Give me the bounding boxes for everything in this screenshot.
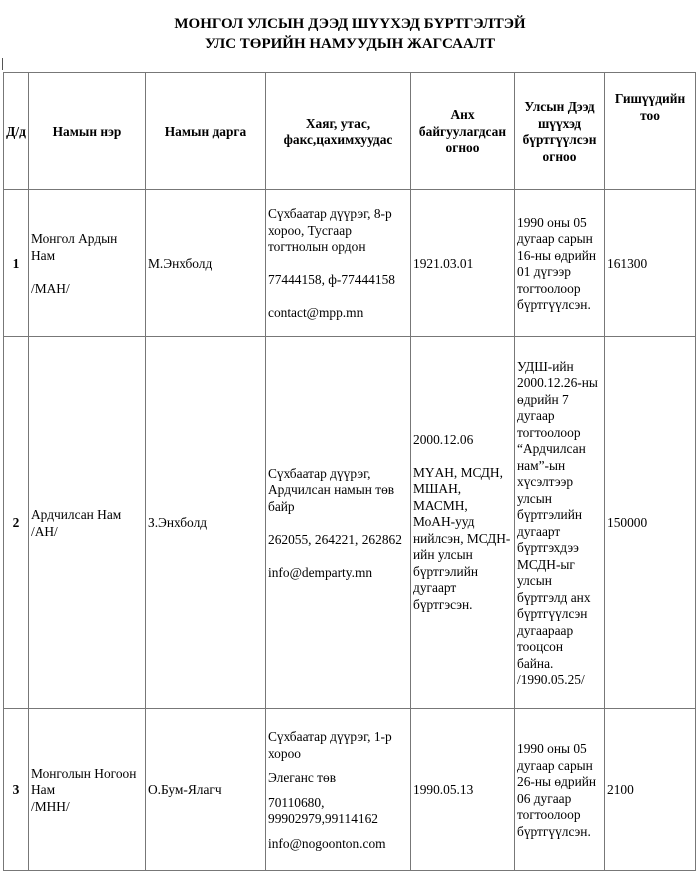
contact-cell xyxy=(266,190,411,337)
party-name-cell xyxy=(29,190,146,337)
party-leader: З.Энхболд xyxy=(146,337,266,709)
party-name-cell xyxy=(29,337,146,709)
document-title-line-1: МОНГОЛ УЛСЫН ДЭЭД ШҮҮХЭД БҮРТГЭЛТЭЙ xyxy=(174,16,526,32)
header-no: Д/д xyxy=(4,73,29,190)
party-abbreviation: /МНН/ xyxy=(31,798,70,814)
email: info@demparty.mn xyxy=(268,564,373,580)
header-contact: Хаяг, утас, факс,цахимхуудас xyxy=(266,73,411,190)
contact-cell xyxy=(266,709,411,871)
row-number: 1 xyxy=(4,190,29,337)
party-leader: О.Бум-Ялагч xyxy=(146,709,266,871)
phone-fax: 77444158, ф-77444158 xyxy=(268,272,395,288)
party-abbreviation: /МАН/ xyxy=(31,280,70,296)
table-row xyxy=(4,709,696,871)
party-name: Монголын Ногоон Нам xyxy=(31,765,137,798)
founded-note: МҮАН, МСДН, МШАН, МАСМН, МоАН-ууд нийлсэн, МСДН-ийн улсын бүртгэлийн дугаарт бүртгэсэн. xyxy=(413,464,511,612)
table-header-row xyxy=(4,73,696,190)
header-registered-date: Улсын Дээд шүүхэд бүртгүүлсэн огноо xyxy=(515,73,605,190)
header-party-name: Намын нэр xyxy=(29,73,146,190)
founded-date: 2000.12.06 xyxy=(413,431,474,447)
email: contact@mpp.mn xyxy=(268,305,364,321)
member-count: 150000 xyxy=(605,337,696,709)
table-row xyxy=(4,337,696,709)
founded-cell xyxy=(411,337,515,709)
phone-fax: 70110680, 99902979,99114162 xyxy=(268,794,378,826)
member-count: 2100 xyxy=(605,709,696,871)
contact-cell xyxy=(266,337,411,709)
document-title-line-2: УЛС ТӨРИЙН НАМУУДЫН ЖАГСААЛТ xyxy=(205,36,495,52)
address: Сүхбаатар дүүрэг, 8-р хороо, Тусгаар тогтнолын ордон xyxy=(268,206,392,255)
founded-date: 1990.05.13 xyxy=(411,709,515,871)
email: info@nogoonton.com xyxy=(268,835,386,851)
party-name: Монгол Ардын Нам xyxy=(31,231,118,263)
row-number: 3 xyxy=(4,709,29,871)
header-founded-date: Анх байгуулагдсан огноо xyxy=(411,73,515,190)
registered-date: УДШ-ийн 2000.12.26-ны өдрийн 7 дугаар тогтоолоор “Ардчилсан нам”-ын хүсэлтээр улсын бүртгэлийн дугаарт бүртгэхдээ МСДН-ыг улсын бүртгэлд анх бүртгүүлсэн дугаараар тооцсон байна. /1990.05.25/ xyxy=(515,337,605,709)
address-building: Элеганс төв xyxy=(268,770,337,785)
party-name-cell xyxy=(29,709,146,871)
party-list-table xyxy=(3,72,696,871)
table-row xyxy=(4,190,696,337)
header-party-leader: Намын дарга xyxy=(146,73,266,190)
phone-fax: 262055, 264221, 262862 xyxy=(268,531,402,547)
member-count: 161300 xyxy=(605,190,696,337)
address: Сүхбаатар дүүрэг, 1-р хороо xyxy=(268,729,392,761)
party-name: Ардчилсан Нам xyxy=(31,507,122,522)
margin-tick xyxy=(2,58,3,70)
header-member-count: Гишүүдийн тоо xyxy=(605,73,696,190)
row-number: 2 xyxy=(4,337,29,709)
registered-date: 1990 оны 05 дугаар сарын 16-ны өдрийн 01 дүгээр тогтоолоор бүртгүүлсэн. xyxy=(515,190,605,337)
founded-date: 1921.03.01 xyxy=(411,190,515,337)
party-abbreviation: /АН/ xyxy=(31,523,58,539)
registered-date: 1990 оны 05 дугаар сарын 26-ны өдрийн 06 дугаар тогтоолоор бүртгүүлсэн. xyxy=(515,709,605,871)
address: Сүхбаатар дүүрэг, Ардчилсан намын төв байр xyxy=(268,465,395,514)
party-leader: М.Энхболд xyxy=(146,190,266,337)
